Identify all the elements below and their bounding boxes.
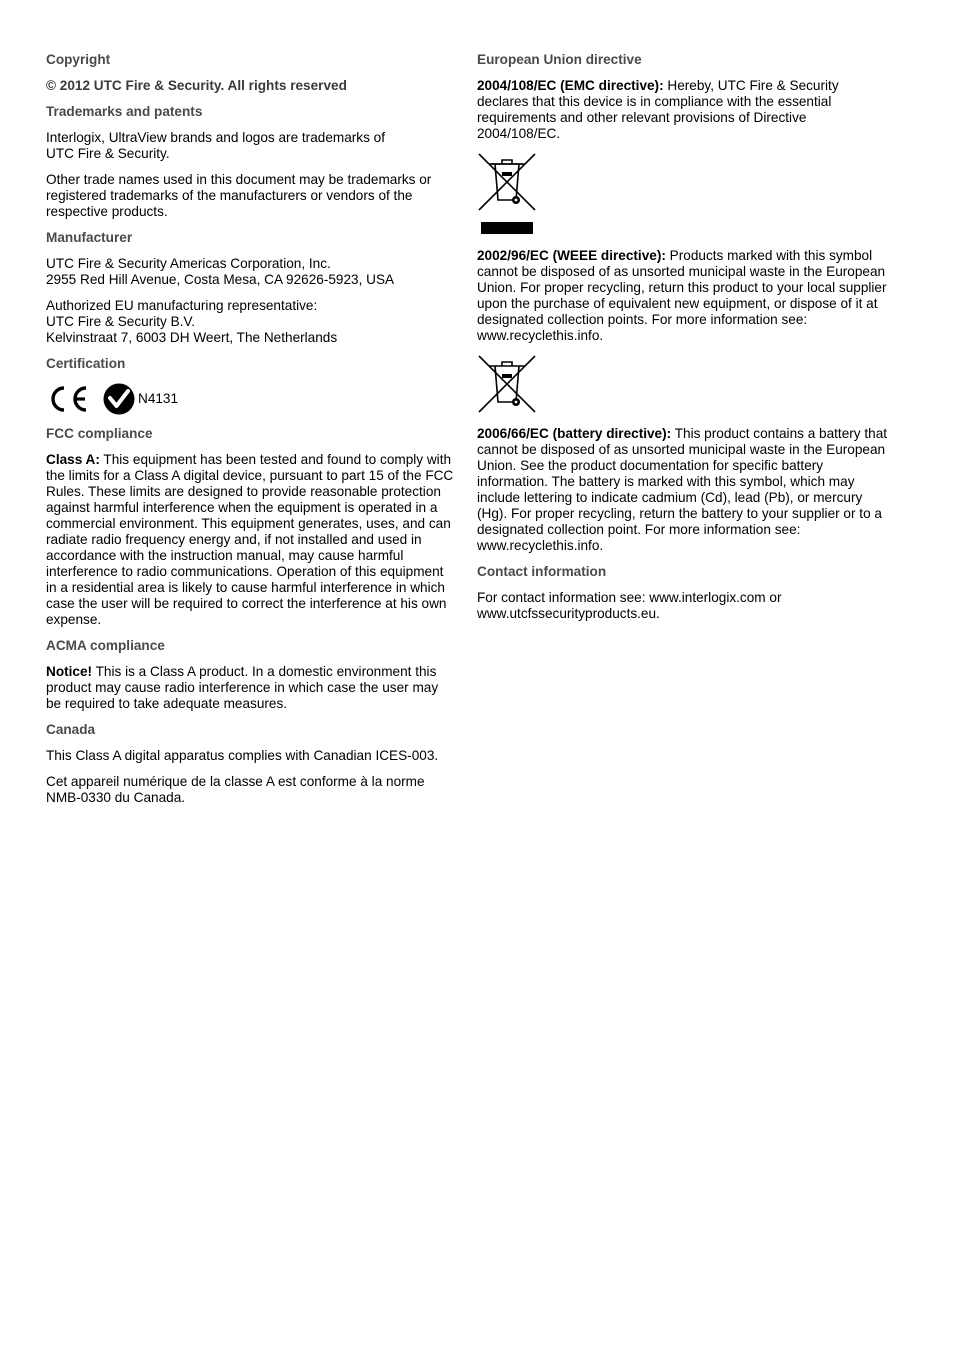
fcc-paragraph (46, 452, 456, 628)
weee-text: Products marked with this symbol cannot be disposed of as unsorted municipal waste in the European Union. For proper recycling, return this product to your local supplier upon the purchase of equivalent new equipment, or dispose of it at designated collection points. For more information see: www.recyclethis.info. (477, 248, 887, 343)
fcc-label: Class A: (46, 452, 100, 467)
contact-paragraph: For contact information see: www.interlogix.com or www.utcfssecurityproducts.eu. (477, 590, 782, 621)
copyright-heading: Copyright (46, 52, 111, 67)
contact-heading: Contact information (477, 564, 607, 579)
manufacturer-heading: Manufacturer (46, 230, 133, 245)
battery-label: 2006/66/EC (battery directive): (477, 426, 672, 441)
trademarks-paragraph-1: Interlogix, UltraView brands and logos are trademarks of UTC Fire & Security. (46, 130, 386, 161)
eu-rep-label: Authorized EU manufacturing representative: (46, 298, 318, 313)
acma-text: This is a Class A product. In a domestic environment this product may cause radio interference in which case the user may be required to take adequate measures. (46, 664, 439, 711)
canada-heading: Canada (46, 722, 96, 737)
weee-bin-icon (477, 354, 539, 416)
emc-paragraph (477, 78, 867, 142)
battery-text: This product contains a battery that cannot be disposed of as unsorted municipal waste in the European Union. See the product documentation for specific battery information. The battery is marked with this symbol, which may include lettering to indicate cadmium (Cd), lead (Pb), or mercury (Hg). For proper recycling, return the battery to your supplier or to a designated collection point. For more information see: www.recyclethis.info. (477, 426, 888, 553)
rcm-tick-icon (102, 382, 136, 416)
fcc-heading: FCC compliance (46, 426, 153, 441)
eu-representative (46, 298, 456, 346)
eu-rep-address: Kelvinstraat 7, 6003 DH Weert, The Netherlands (46, 330, 338, 345)
manufacturer-street: 2955 Red Hill Avenue, Costa Mesa, CA 92626-5923, USA (46, 272, 395, 287)
battery-paragraph (477, 426, 891, 554)
weee-label: 2002/96/EC (WEEE directive): (477, 248, 666, 263)
certification-heading: Certification (46, 356, 126, 371)
weee-paragraph (477, 248, 891, 344)
trademarks-paragraph-2: Other trade names used in this document may be trademarks or registered trademarks of the manufacturers or vendors of the respective products. (46, 172, 432, 219)
trademarks-heading: Trademarks and patents (46, 104, 203, 119)
eu-directive-heading: European Union directive (477, 52, 642, 67)
acma-paragraph (46, 664, 441, 712)
eu-rep-name: UTC Fire & Security B.V. (46, 314, 196, 329)
acma-label: Notice! (46, 664, 93, 679)
weee-bin-with-bar-icon (477, 152, 539, 238)
canada-paragraph-en: This Class A digital apparatus complies with Canadian ICES-003. (46, 748, 439, 763)
fcc-text: This equipment has been tested and found to comply with the limits for a Class A digital device, pursuant to part 15 of the FCC Rules. These limits are designed to provide reasonable protection against harmful interference when the equipment is operated in a commercial environment. This equipment generates, uses, and can radiate radio frequency energy and, if not installed and used in accordance with the instruction manual, may cause harmful interference to radio communications. Operation of this equipment in a residential area is likely to cause harmful interference in which case the user will be required to correct the interference at his own expense. (46, 452, 454, 627)
manufacturer-name: UTC Fire & Security Americas Corporation, Inc. (46, 256, 331, 271)
copyright-notice: © 2012 UTC Fire & Security. All rights reserved (46, 78, 347, 93)
emc-text: Hereby, UTC Fire & Security declares that this device is in compliance with the essential requirements and other relevant provisions of Directive 2004/108/EC. (477, 78, 839, 141)
ce-mark-icon (46, 384, 92, 414)
right-column (477, 52, 891, 632)
certification-marks (46, 382, 456, 416)
left-column (46, 52, 456, 816)
emc-label: 2004/108/EC (EMC directive): (477, 78, 664, 93)
rcm-code: N4131 (138, 391, 179, 406)
canada-paragraph-fr: Cet appareil numérique de la classe A est conforme à la norme NMB-0330 du Canada. (46, 774, 425, 805)
manufacturer-address (46, 256, 456, 288)
acma-heading: ACMA compliance (46, 638, 165, 653)
